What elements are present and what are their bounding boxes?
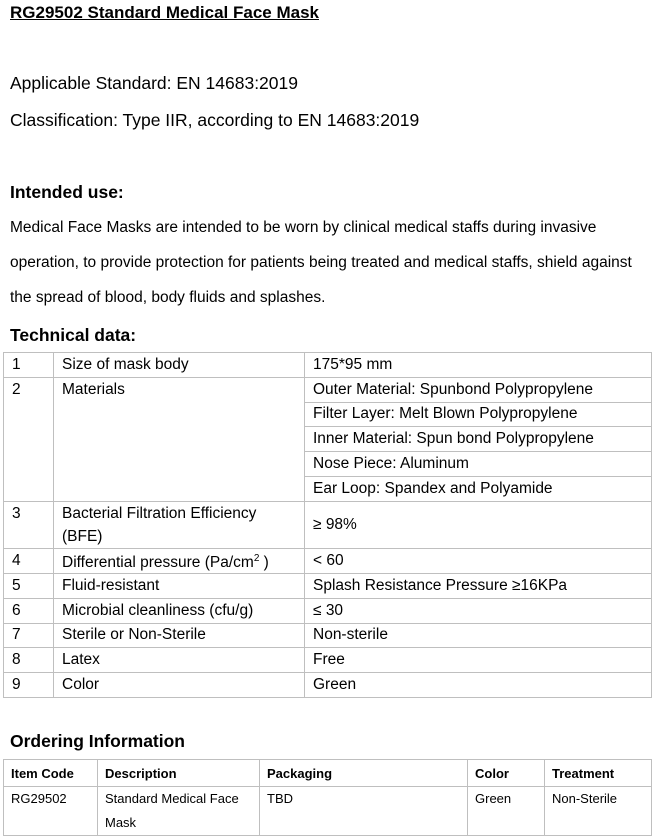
item-code: RG29502 — [4, 787, 98, 836]
property-name: Latex — [54, 648, 305, 673]
property-value: Free — [305, 648, 652, 673]
property-value: Inner Material: Spun bond Polypropylene — [305, 427, 652, 452]
row-number: 6 — [4, 598, 54, 623]
superscript: 2 — [253, 552, 260, 564]
property-value: Outer Material: Spunbond Polypropylene — [305, 377, 652, 402]
column-header: Packaging — [260, 760, 468, 787]
table-row — [4, 623, 652, 648]
color: Green — [468, 787, 545, 836]
intended-use-text: Medical Face Masks are intended to be worn by clinical medical staffs during invasive operation, to provide protection for patients being treated and medical staffs, shield against the spread of blood, body fluids and splashes. — [10, 219, 632, 306]
column-header: Item Code — [4, 760, 98, 787]
applicable-standard: Applicable Standard: EN 14683:2019 — [10, 73, 298, 93]
property-value: Ear Loop: Spandex and Polyamide — [305, 476, 652, 501]
row-number: 9 — [4, 673, 54, 698]
property-name — [54, 501, 305, 548]
row-number: 1 — [4, 353, 54, 378]
ordering-table — [3, 759, 652, 836]
name-tail: ) — [259, 553, 269, 571]
property-value: Green — [305, 673, 652, 698]
description-line: Standard Medical Face — [105, 791, 239, 806]
property-value: ≥ 98% — [305, 501, 652, 548]
property-value: ≤ 30 — [305, 598, 652, 623]
property-value: 175*95 mm — [305, 353, 652, 378]
row-number: 8 — [4, 648, 54, 673]
technical-data-table — [3, 352, 652, 698]
row-number: 7 — [4, 623, 54, 648]
table-row — [4, 353, 652, 378]
name-line: Bacterial Filtration Efficiency — [62, 504, 257, 522]
table-row — [4, 648, 652, 673]
table-row — [4, 548, 652, 573]
row-number: 2 — [4, 377, 54, 501]
table-row — [4, 787, 652, 836]
property-name: Materials — [54, 377, 305, 501]
column-header: Treatment — [545, 760, 652, 787]
description — [98, 787, 260, 836]
table-row — [4, 673, 652, 698]
property-name: Fluid-resistant — [54, 573, 305, 598]
page-title: RG29502 Standard Medical Face Mask — [10, 3, 319, 22]
property-name: Microbial cleanliness (cfu/g) — [54, 598, 305, 623]
property-value: < 60 — [305, 548, 652, 573]
row-number: 5 — [4, 573, 54, 598]
technical-data-heading: Technical data: — [10, 325, 137, 345]
column-header: Description — [98, 760, 260, 787]
row-number: 3 — [4, 501, 54, 548]
table-row — [4, 573, 652, 598]
treatment: Non-Sterile — [545, 787, 652, 836]
property-name: Sterile or Non-Sterile — [54, 623, 305, 648]
column-header: Color — [468, 760, 545, 787]
property-name — [54, 548, 305, 573]
table-row — [4, 501, 652, 548]
table-row — [4, 598, 652, 623]
property-name: Color — [54, 673, 305, 698]
name-line: (BFE) — [62, 527, 103, 545]
property-value: Non-sterile — [305, 623, 652, 648]
table-header-row — [4, 760, 652, 787]
property-name: Size of mask body — [54, 353, 305, 378]
property-value: Nose Piece: Aluminum — [305, 452, 652, 477]
description-line: Mask — [105, 815, 137, 830]
property-value: Splash Resistance Pressure ≥16KPa — [305, 573, 652, 598]
row-number: 4 — [4, 548, 54, 573]
property-value: Filter Layer: Melt Blown Polypropylene — [305, 402, 652, 427]
table-row — [4, 377, 652, 402]
packaging: TBD — [260, 787, 468, 836]
ordering-heading: Ordering Information — [10, 731, 185, 751]
name-text: Differential pressure (Pa/cm — [62, 553, 254, 571]
intended-use-heading: Intended use: — [10, 182, 124, 202]
classification: Classification: Type IIR, according to EN 14683:2019 — [10, 110, 420, 130]
